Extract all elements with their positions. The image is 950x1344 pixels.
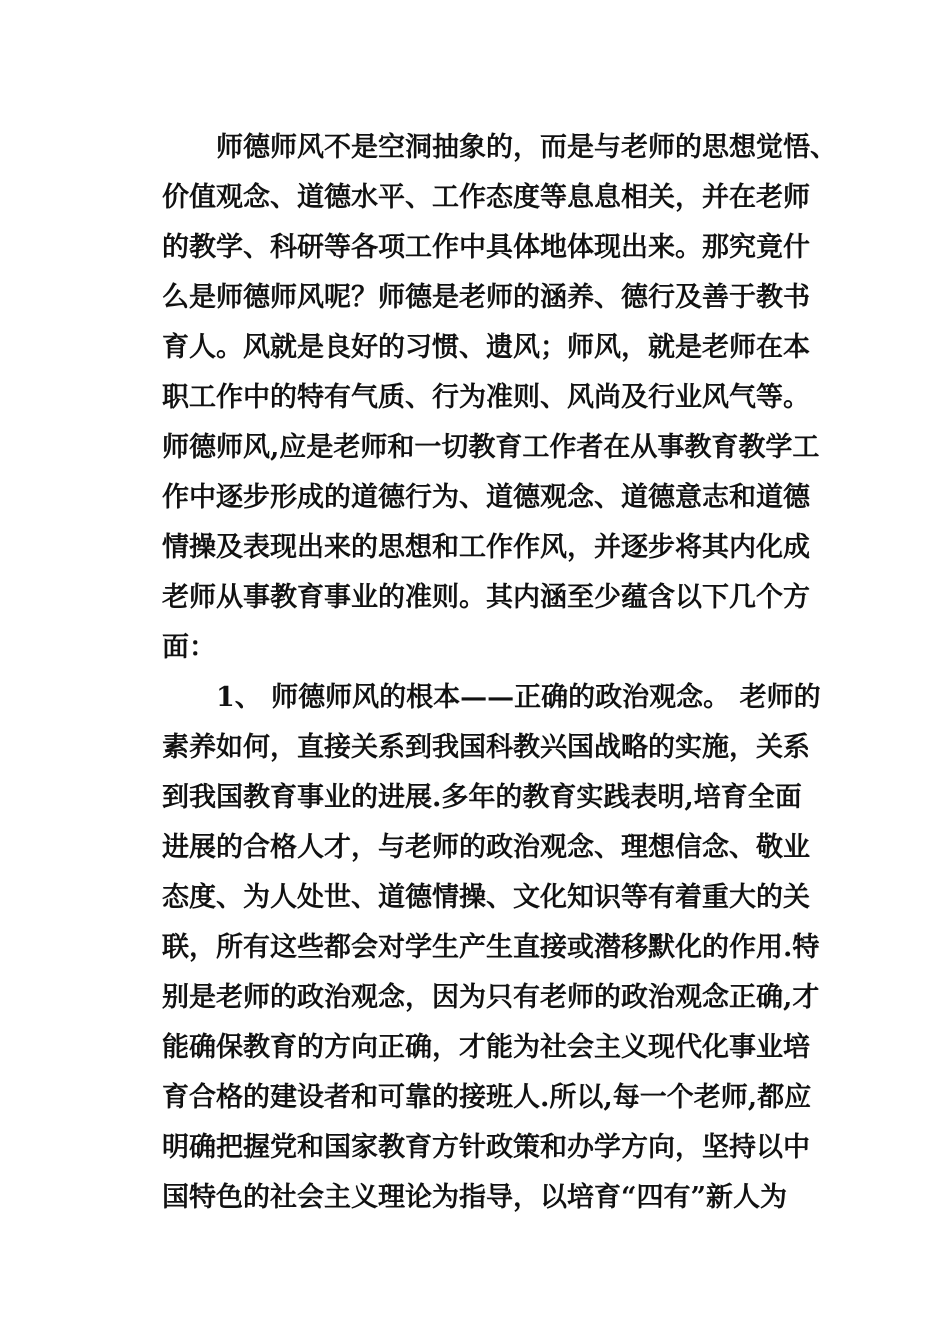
paragraph-line: 素养如何，直接关系到我国科教兴国战略的实施，关系	[162, 732, 810, 763]
paragraph-line: 么是师德师风呢？师德是老师的涵养、德行及善于教书	[162, 282, 810, 313]
paragraph-line: 国特色的社会主义理论为指导，以培育“四有”新人为	[162, 1182, 788, 1213]
paragraph-line: 价值观念、道德水平、工作态度等息息相关，并在老师	[162, 182, 810, 213]
paragraph-line: 师德师风不是空洞抽象的，而是与老师的思想觉悟、	[216, 132, 837, 163]
paragraph-line: 老师从事教育事业的准则。其内涵至少蕴含以下几个方	[162, 582, 810, 613]
paragraph-line: 别是老师的政治观念，因为只有老师的政治观念正确,才	[162, 982, 820, 1013]
paragraph-line: 育人。风就是良好的习惯、遗风；师风，就是老师在本	[162, 332, 810, 363]
paragraph-line: 作中逐步形成的道德行为、道德观念、道德意志和道德	[162, 482, 810, 513]
paragraph-line: 联，所有这些都会对学生产生直接或潜移默化的作用.特	[162, 932, 820, 963]
paragraph-line: 明确把握党和国家教育方针政策和办学方向，坚持以中	[162, 1132, 810, 1163]
paragraph-line: 进展的合格人才，与老师的政治观念、理想信念、敬业	[162, 832, 810, 863]
paragraph-line: 面：	[162, 632, 216, 663]
paragraph-line: 情操及表现出来的思想和工作作风，并逐步将其内化成	[162, 532, 810, 563]
paragraph-line: 到我国教育事业的进展.多年的教育实践表明,培育全面	[162, 782, 802, 813]
paragraph-line: 育合格的建设者和可靠的接班人.所以,每一个老师,都应	[162, 1082, 812, 1113]
paragraph-line: 的教学、科研等各项工作中具体地体现出来。那究竟什	[162, 232, 810, 263]
paragraph-line: 态度、为人处世、道德情操、文化知识等有着重大的关	[162, 882, 810, 913]
paragraph-line: 师德师风,应是老师和一切教育工作者在从事教育教学工	[162, 432, 820, 463]
paragraph-line: 1、 师德师风的根本——正确的政治观念。 老师的	[216, 682, 821, 713]
paragraph-line: 职工作中的特有气质、行为准则、风尚及行业风气等。	[162, 382, 810, 413]
paragraph-line: 能确保教育的方向正确，才能为社会主义现代化事业培	[162, 1032, 810, 1063]
